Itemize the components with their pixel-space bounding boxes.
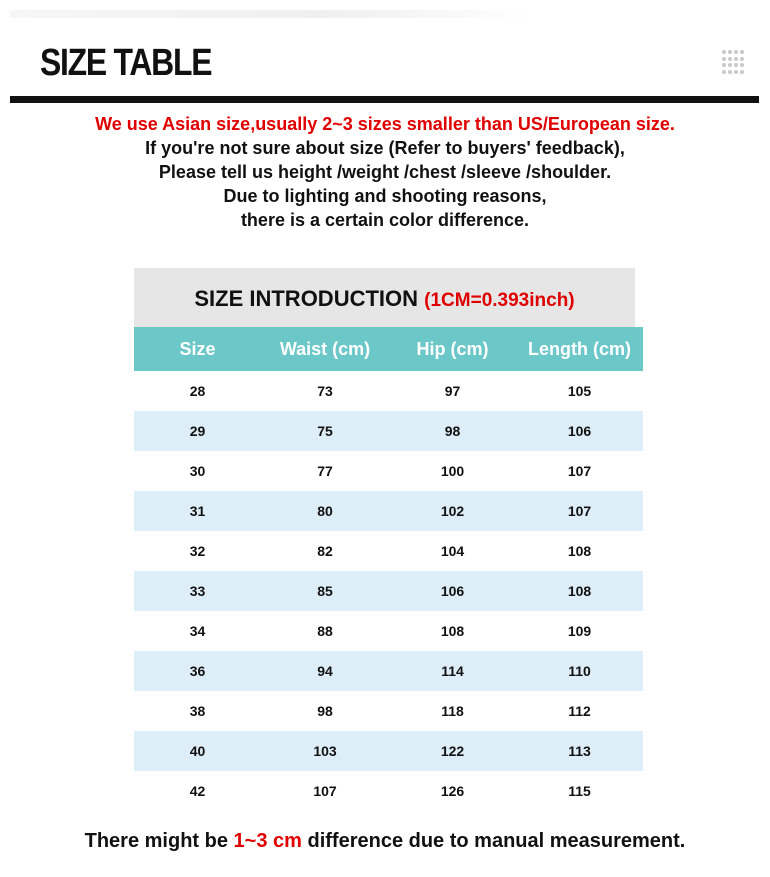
size-notes xyxy=(0,112,770,232)
column-header-size: Size xyxy=(134,327,261,371)
cell-hip: 102 xyxy=(389,491,516,531)
cell-size: 31 xyxy=(134,491,261,531)
cell-length: 112 xyxy=(568,703,591,719)
size-introduction-title: SIZE INTRODUCTION xyxy=(194,286,419,311)
cell-size: 30 xyxy=(189,463,206,479)
table-row xyxy=(134,651,643,691)
cell-waist: 107 xyxy=(313,783,337,799)
table-header-row xyxy=(134,327,643,371)
cell-size: 34 xyxy=(189,623,206,639)
cell-waist: 77 xyxy=(317,463,333,479)
table-row xyxy=(134,371,643,411)
cell-length: 107 xyxy=(567,463,592,479)
cell-size: 40 xyxy=(134,731,261,771)
table-row xyxy=(134,731,643,771)
asian-size-warning: We use Asian size,usually 2~3 sizes smaller than US/European size. xyxy=(95,114,675,134)
cell-length: 106 xyxy=(516,411,643,451)
table-row xyxy=(134,571,643,611)
cell-waist: 80 xyxy=(261,491,389,531)
cell-hip: 122 xyxy=(389,731,516,771)
cell-hip: 114 xyxy=(389,651,516,691)
note-line: there is a certain color difference. xyxy=(240,210,530,230)
cell-length: 108 xyxy=(567,543,592,559)
page-header xyxy=(10,18,758,96)
table-row xyxy=(134,491,643,531)
size-introduction-box xyxy=(134,268,635,811)
table-row xyxy=(134,411,643,451)
cell-length: 108 xyxy=(516,571,643,611)
cell-size: 29 xyxy=(134,411,261,451)
column-header-waist: Waist (cm) xyxy=(261,327,389,371)
table-row xyxy=(134,531,643,571)
cell-waist: 82 xyxy=(317,543,333,559)
cell-length: 105 xyxy=(567,383,592,399)
top-fade-decoration xyxy=(10,10,530,18)
cell-waist: 75 xyxy=(261,411,389,451)
cell-size: 38 xyxy=(189,703,206,719)
size-introduction-heading xyxy=(134,268,635,327)
cell-size: 28 xyxy=(189,383,206,399)
cell-hip: 118 xyxy=(441,703,464,719)
disclaimer-suffix: difference due to manual measurement. xyxy=(301,830,686,852)
note-line: Please tell us height /weight /chest /sleeve /shoulder. xyxy=(158,162,612,182)
cell-size: 36 xyxy=(134,651,261,691)
cell-size: 32 xyxy=(189,543,206,559)
measurement-disclaimer xyxy=(0,830,770,853)
cell-waist: 88 xyxy=(317,623,333,639)
cell-waist: 103 xyxy=(261,731,389,771)
cell-length: 109 xyxy=(567,623,592,639)
cell-waist: 85 xyxy=(261,571,389,611)
table-row xyxy=(134,771,643,811)
disclaimer-prefix: There might be xyxy=(84,830,234,852)
disclaimer-highlight: 1~3 cm xyxy=(233,830,302,852)
note-line: Due to lighting and shooting reasons, xyxy=(223,186,547,206)
cell-hip: 108 xyxy=(440,623,465,639)
unit-conversion: (1CM=0.393inch) xyxy=(424,290,575,311)
cell-size: 42 xyxy=(189,783,206,799)
cell-size: 33 xyxy=(134,571,261,611)
grid-dots-icon xyxy=(722,50,746,74)
cell-hip: 97 xyxy=(444,383,461,399)
cell-length: 107 xyxy=(516,491,643,531)
size-table-body xyxy=(134,371,643,811)
table-row xyxy=(134,691,643,731)
column-header-length: Length (cm) xyxy=(516,327,643,371)
cell-length: 110 xyxy=(516,651,643,691)
cell-hip: 98 xyxy=(389,411,516,451)
page-title: SIZE TABLE xyxy=(40,42,212,84)
cell-length: 115 xyxy=(568,783,591,799)
cell-waist: 98 xyxy=(317,703,333,719)
cell-length: 113 xyxy=(516,731,643,771)
size-table xyxy=(134,327,643,811)
cell-hip: 126 xyxy=(440,783,465,799)
cell-hip: 100 xyxy=(440,463,465,479)
cell-hip: 104 xyxy=(440,543,465,559)
column-header-hip: Hip (cm) xyxy=(389,327,516,371)
cell-waist: 94 xyxy=(261,651,389,691)
cell-hip: 106 xyxy=(389,571,516,611)
table-row xyxy=(134,451,643,491)
table-row xyxy=(134,611,643,651)
note-line: If you're not sure about size (Refer to buyers' feedback), xyxy=(145,138,625,158)
cell-waist: 73 xyxy=(317,383,333,399)
header-divider xyxy=(10,96,759,103)
